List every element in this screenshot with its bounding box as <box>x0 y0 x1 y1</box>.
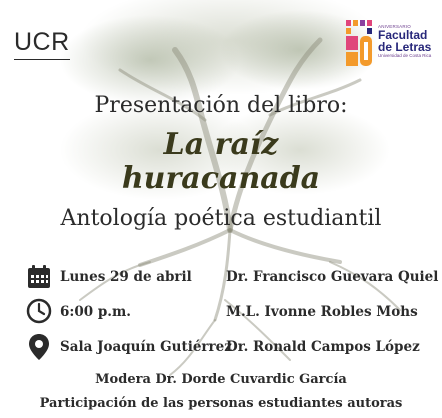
speaker-3: Dr. Ronald Campos López <box>226 339 420 355</box>
faculty-university-text: Universidad de Costa Rica <box>378 53 432 58</box>
presentation-heading: Presentación del libro: <box>94 93 348 118</box>
book-title <box>0 128 442 196</box>
ucr-logo: UCR <box>14 28 70 56</box>
location-pin-icon <box>28 333 50 361</box>
book-title-line2: huracanada <box>121 161 321 196</box>
fifty-anniversary-icon <box>344 18 378 74</box>
faculty-name-line1: Facultad <box>378 28 428 42</box>
event-date: Lunes 29 de abril <box>60 269 192 285</box>
speaker-2: M.L. Ivonne Robles Mohs <box>226 304 418 320</box>
book-title-line1: La raíz <box>163 127 279 162</box>
facultad-letras-logo <box>344 18 434 74</box>
book-subtitle: Antología poética estudiantil <box>60 206 382 231</box>
event-time: 6:00 p.m. <box>60 304 131 320</box>
clock-icon <box>26 298 52 324</box>
event-place: Sala Joaquín Gutiérrez <box>60 339 232 355</box>
participation-text: Participación de las personas estudiantes autoras <box>39 396 403 411</box>
calendar-icon <box>26 264 52 290</box>
speaker-1: Dr. Francisco Guevara Quiel <box>226 269 439 285</box>
faculty-name-line2: de Letras <box>378 40 432 54</box>
moderator-text: Modera Dr. Dorde Cuvardic García <box>95 372 347 387</box>
faculty-anniversary-text: ANIVERSARIO <box>378 24 411 29</box>
